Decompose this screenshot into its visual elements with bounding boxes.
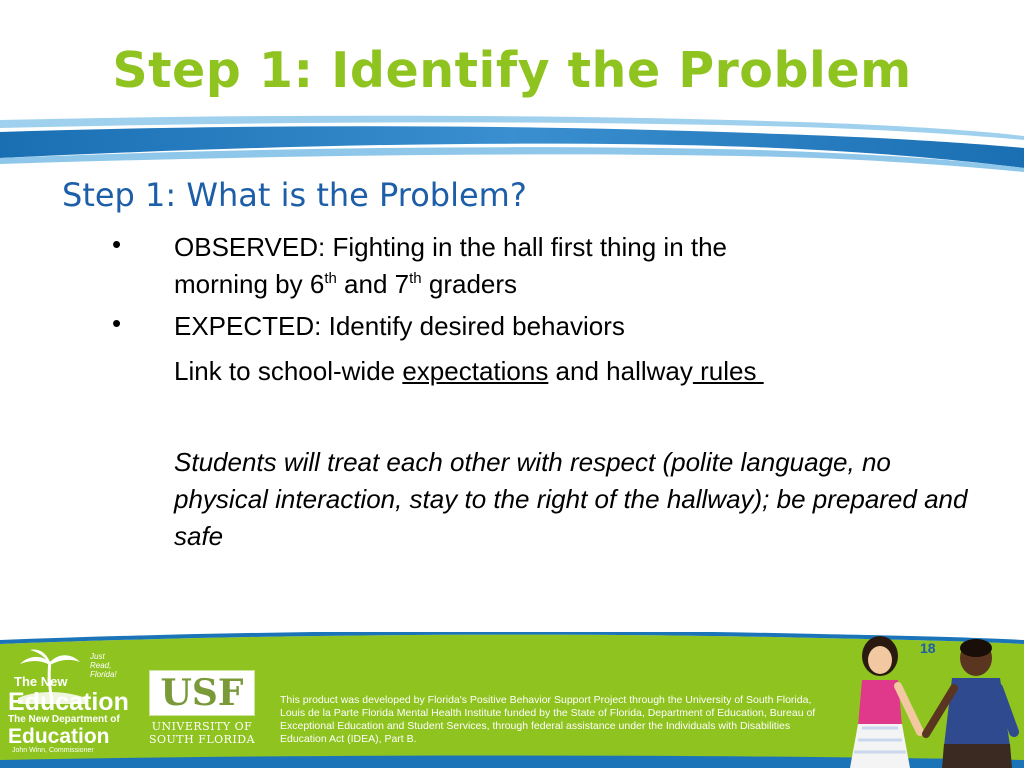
doe-commissioner-line: John Winn, Commissioner [12, 747, 94, 754]
slide-title: Step 1: Identify the Problem [112, 42, 912, 99]
expectations-statement: Students will treat each other with respect (polite language, no physical interaction, stay to the right of the hallway); be prepared and safe [174, 447, 968, 551]
doe-department-line: The New Department of [8, 714, 120, 725]
observed-line2b: and 7 [336, 269, 410, 299]
superscript-th: th [409, 270, 422, 287]
bullet-observed [112, 229, 934, 303]
superscript-th: th [324, 270, 337, 287]
doe-education-line: Education [8, 725, 110, 748]
header-wave-decoration [0, 110, 1024, 180]
doe-tagline: Just Read, Florida! [90, 652, 117, 679]
rules-underline-trail [756, 356, 763, 386]
children-photo [840, 636, 1024, 768]
link-line [174, 356, 764, 387]
observed-line1: OBSERVED: Fighting in the hall first thing in the [174, 232, 728, 262]
bullet-marker: • [112, 229, 122, 259]
expectations-underlined: expectations [402, 356, 549, 386]
usf-logo-mark: USF [149, 670, 255, 716]
credit-statement: This product was developed by Florida's Positive Behavior Support Project through the University of South Florida, Louis de la Parte Florida Mental Health Institute funded by the State of Florida, Department of Education, Bureau of Exceptional Education and Student Services, through federal assistance under the Individuals with Disabilities Education Act (IDEA), Part B. [280, 694, 816, 745]
usf-line2: SOUTH FLORIDA [148, 733, 256, 746]
usf-line1: UNIVERSITY OF [151, 720, 253, 733]
bullet-text [174, 229, 934, 303]
link-middle: and hallway [548, 356, 693, 386]
expected-line: EXPECTED: Identify desired behaviors [174, 311, 625, 341]
bullet-marker: • [112, 308, 122, 338]
bullet-expected [112, 308, 934, 345]
usf-logo [148, 670, 256, 746]
doe-big-line: Education [8, 688, 129, 716]
link-prefix: Link to school-wide [174, 356, 403, 386]
slide-subtitle: Step 1: What is the Problem? [62, 176, 527, 214]
observed-line2a: morning by 6 [174, 269, 325, 299]
doe-small-line: The New [14, 674, 68, 689]
observed-line2c: graders [421, 269, 518, 299]
page-number: 18 [920, 640, 936, 656]
rules-underlined: rules [692, 356, 757, 386]
